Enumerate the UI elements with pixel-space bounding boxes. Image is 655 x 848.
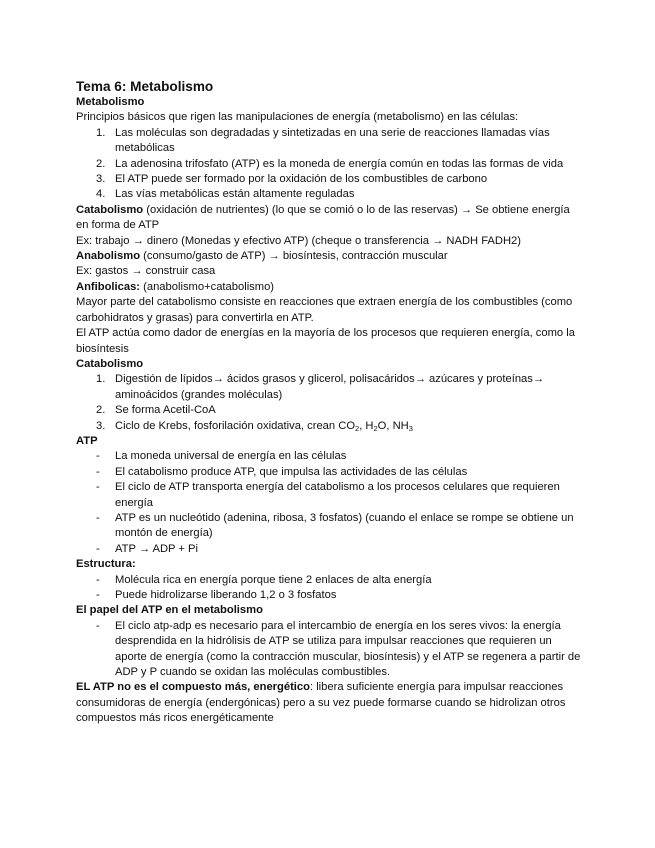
section-heading-catabolismo: Catabolismo: [76, 357, 144, 370]
section-heading-atp: ATP: [76, 434, 98, 447]
intro-paragraph: Principios básicos que rigen las manipulaciones de energía (metabolismo) en las células:: [76, 111, 519, 124]
list-item: - El ciclo atp-adp es necesario para el intercambio de energía en los seres vivos: la energía desprendida en la hidrólisis de ATP se utiliza para impulsar reacciones que requieren un aporte de energía (como la contracción muscular, biosíntesis) y el ATP se regenera a partir de ADP y P cuando se oxidan las moléculas combustibles.: [96, 619, 581, 679]
list-item: 3. Ciclo de Krebs, fosforilación oxidativa, crean $CO_2$, $H_2O$, $NH_3$: [96, 419, 413, 433]
list-item: 3. El ATP puede ser formado por la oxidación de los combustibles de carbono: [96, 173, 488, 186]
list-item: - Puede hidrolizarse liberando 1,2 o 3 fosfatos: [96, 589, 337, 601]
estructura-list: [76, 573, 581, 604]
section-heading-papel-atp: El papel del ATP en el metabolismo: [76, 604, 263, 617]
example-2: Ex: gastos → construir casa: [76, 265, 216, 278]
catabolismo-definition: Catabolismo (oxidación de nutrientes) (lo que se comió o lo de las reservas) → Se obtiene energía en forma de ATP: [76, 203, 570, 232]
list-item: 1. Digestión de lípidos→ ácidos grasos y glicerol, polisacáridos→ azúcares y proteínas→ aminoácidos (grandes moléculas): [96, 373, 545, 401]
anfibolicas-definition: Anfibolicas: (anabolismo+catabolismo): [76, 280, 275, 293]
paragraph-catabolism: Mayor parte del catabolismo consiste en reacciones que extraen energía de los combustibles (como carbohidratos y grasas) para convertirla en ATP.: [76, 296, 573, 324]
list-item: - La moneda universal de energía en las células: [96, 450, 347, 463]
catabolism-steps-list: [76, 372, 581, 434]
list-item: - El ciclo de ATP transporta energía del catabolismo a los procesos celulares que requieren energía: [96, 481, 560, 509]
principles-list: [76, 126, 581, 203]
section-heading-metabolismo: Metabolismo: [76, 96, 145, 108]
document-page: [76, 78, 581, 727]
list-item: 2. La adenosina trifosfato (ATP) es la moneda de energía común en todas las formas de vida: [96, 157, 564, 170]
section-heading-estructura: Estructura:: [76, 558, 136, 571]
example-1: Ex: trabajo → dinero (Monedas y efectivo ATP) (cheque o transferencia → NADH FADH2): [76, 234, 521, 247]
final-paragraph: EL ATP no es el compuesto más, energético: libera suficiente energía para impulsar reacciones consumidoras de energía (endergónicas) pero a su vez puede formarse cuando se hidrolizan otros compuestos más ricos energéticamente: [76, 681, 566, 725]
atp-list: [76, 449, 581, 557]
paragraph-atp-donor: El ATP actúa como dador de energías en la mayoría de los procesos que requieren energía, como la biosíntesis: [76, 327, 575, 355]
list-item: - ATP → ADP + Pi: [96, 542, 199, 555]
page-title: Tema 6: Metabolismo: [76, 79, 214, 94]
papel-atp-list: [76, 619, 581, 681]
list-item: - El catabolismo produce ATP, que impulsa las actividades de las células: [96, 465, 468, 478]
list-item: - ATP es un nucleótido (adenina, ribosa, 3 fosfatos) (cuando el enlace se rompe se obtiene un montón de energía): [96, 511, 574, 540]
list-item: 2. Se forma Acetil-CoA: [96, 404, 216, 417]
list-item: 1. Las moléculas son degradadas y sintetizadas en una serie de reacciones llamadas vías metabólicas: [96, 126, 550, 155]
anabolismo-definition: Anabolismo (consumo/gasto de ATP) → biosíntesis, contracción muscular: [76, 250, 448, 263]
list-item: 4. Las vías metabólicas están altamente reguladas: [96, 188, 355, 201]
list-item: - Molécula rica en energía porque tiene 2 enlaces de alta energía: [96, 573, 432, 586]
